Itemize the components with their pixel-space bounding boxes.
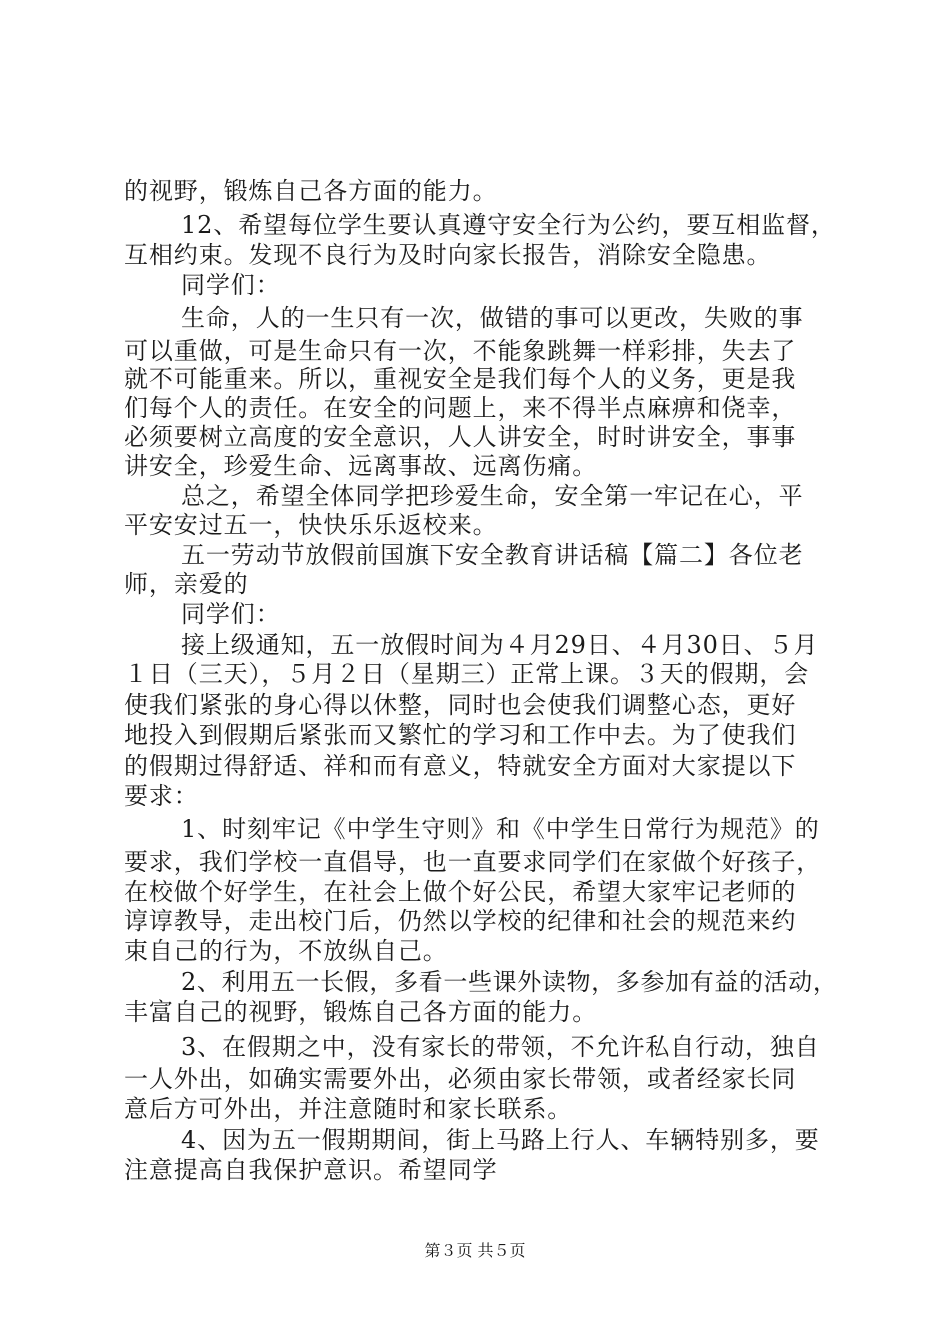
text-line: 4、因为五一假期期间，街上马路上行人、车辆特别多，要 xyxy=(181,1126,820,1154)
text-line: 总之，希望全体同学把珍爱生命，安全第一牢记在心，平 xyxy=(181,482,804,510)
text-line: 意后方可外出，并注意随时和家长联系。 xyxy=(124,1095,573,1123)
text-line: 束自己的行为，不放纵自己。 xyxy=(124,937,448,965)
text-line: 的假期过得舒适、祥和而有意义，特就安全方面对大家提以下 xyxy=(124,752,797,780)
text-line: 可以重做，可是生命只有一次，不能象跳舞一样彩排，失去了 xyxy=(124,337,797,365)
text-line: 一人外出，如确实需要外出，必须由家长带领，或者经家长同 xyxy=(124,1065,797,1093)
text-line: 在校做个好学生，在社会上做个好公民，希望大家牢记老师的 xyxy=(124,878,797,906)
text-line: 要求，我们学校一直倡导，也一直要求同学们在家做个好孩子， xyxy=(124,848,822,876)
text-line: 互相约束。发现不良行为及时向家长报告，消除安全隐患。 xyxy=(124,241,772,269)
text-line: 使我们紧张的身心得以休整，同时也会使我们调整心态，更好 xyxy=(124,691,797,719)
text-line: 同学们： xyxy=(181,600,281,628)
text-line: 就不可能重来。所以，重视安全是我们每个人的义务，更是我 xyxy=(124,365,797,393)
text-line: 接上级通知，五一放假时间为４月29日、４月30日、５月 xyxy=(181,631,819,659)
section-heading: 五一劳动节放假前国旗下安全教育讲话稿【篇二】各位老 xyxy=(181,541,804,569)
text-line: 生命，人的一生只有一次，做错的事可以更改，失败的事 xyxy=(181,304,804,332)
text-line: 要求： xyxy=(124,782,199,810)
text-line: 平安安过五一，快快乐乐返校来。 xyxy=(124,511,498,539)
text-line: 地投入到假期后紧张而又繁忙的学习和工作中去。为了使我们 xyxy=(124,721,797,749)
page-number-footer: 第３页 共５页 xyxy=(424,1241,526,1260)
text-line: 丰富自己的视野，锻炼自己各方面的能力。 xyxy=(124,998,598,1026)
text-line: 们每个人的责任。在安全的问题上，来不得半点麻痹和侥幸， xyxy=(124,394,797,422)
text-line: 讲安全，珍爱生命、远离事故、远离伤痛。 xyxy=(124,452,598,480)
text-line: 谆谆教导，走出校门后，仍然以学校的纪律和社会的规范来约 xyxy=(124,907,797,935)
text-line: 必须要树立高度的安全意识，人人讲安全，时时讲安全，事事 xyxy=(124,423,797,451)
text-line: 的视野，锻炼自己各方面的能力。 xyxy=(124,177,498,205)
text-line: 3、在假期之中，没有家长的带领，不允许私自行动，独自 xyxy=(181,1033,820,1061)
text-line: 师，亲爱的 xyxy=(124,570,249,598)
text-line: 2、利用五一长假，多看一些课外读物，多参加有益的活动， xyxy=(181,968,838,996)
text-line: 同学们： xyxy=(181,271,281,299)
text-line: 1、时刻牢记《中学生守则》和《中学生日常行为规范》的 xyxy=(181,815,820,843)
text-line: 注意提高自我保护意识。希望同学 xyxy=(124,1156,498,1184)
text-line: １日（三天），５月２日（星期三）正常上课。３天的假期，会 xyxy=(124,660,810,688)
text-line: 12、希望每位学生要认真遵守安全行为公约，要互相监督， xyxy=(181,211,836,239)
